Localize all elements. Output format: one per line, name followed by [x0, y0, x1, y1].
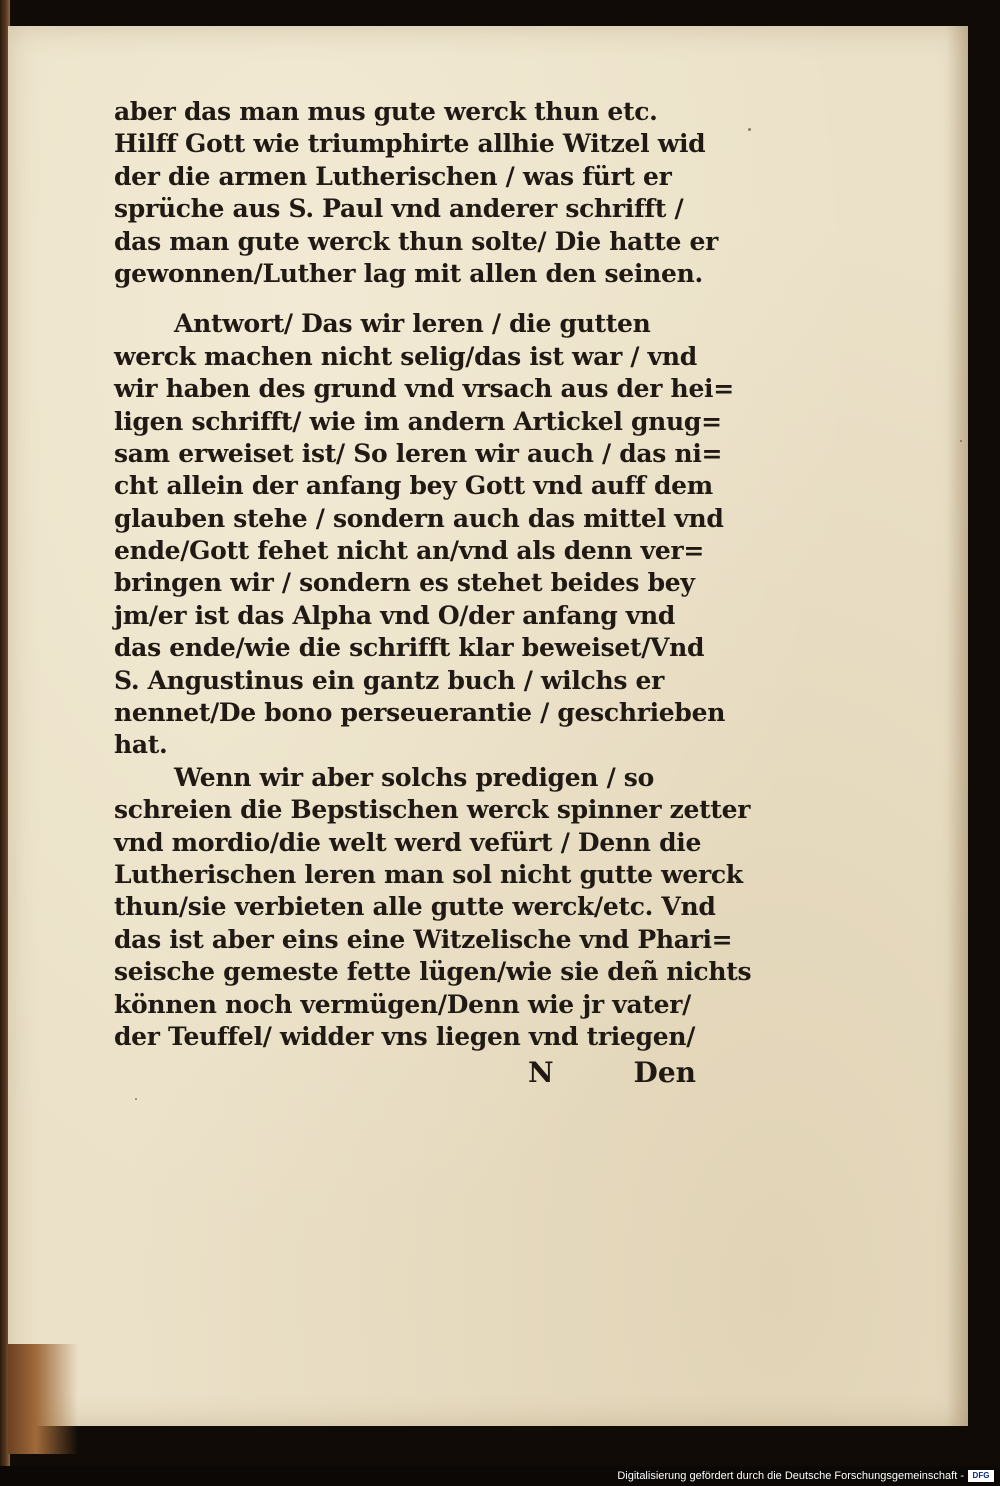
catchword: Den — [633, 1056, 696, 1090]
text-line: können noch vermügen/Denn wie jr vater/ — [114, 989, 691, 1019]
text-line: der Teuffel/ widder vns liegen vnd triegen/ — [114, 1021, 696, 1051]
text-line: jm/er ist das Alpha vnd O/der anfang vnd — [114, 600, 676, 630]
text-line: der die armen Lutherischen / was fürt er — [114, 161, 672, 191]
text-line: schreien die Bepstischen werck spinner zetter — [114, 795, 751, 825]
signature-mark: N — [527, 1056, 554, 1090]
text-line: S. Angustinus ein gantz buch / wilchs er — [114, 665, 664, 695]
text-line: werck machen nicht selig/das ist war / vnd — [114, 341, 697, 371]
digitization-credit: Digitalisierung gefördert durch die Deutsche Forschungsgemeinschaft - — [617, 1470, 964, 1482]
text-line: thun/sie verbieten alle gutte werck/etc. Vnd — [114, 892, 716, 922]
text-line: ligen schrifft/ wie im andern Artickel gnug= — [114, 406, 722, 436]
speck — [960, 440, 962, 442]
speck — [748, 128, 751, 131]
text-line: das ende/wie die schrifft klar beweiset/Vnd — [114, 633, 705, 663]
paragraph-gap — [114, 290, 724, 308]
text-line: aber das man mus gute werck thun etc. — [114, 97, 658, 126]
text-line: glauben stehe / sondern auch das mittel vnd — [114, 503, 724, 533]
page-text — [114, 96, 752, 1093]
text-line: sprüche aus S. Paul vnd anderer schrifft / — [114, 194, 684, 224]
text-line: ende/Gott fehet nicht an/vnd als denn ver= — [114, 536, 705, 566]
text-line: sam erweiset ist/ So leren wir auch / das ni= — [114, 438, 723, 468]
binding-leather-corner — [8, 1344, 78, 1454]
dfg-logo: DFG — [968, 1470, 994, 1482]
speck — [135, 1098, 137, 1100]
text-line: nennet/De bono perseuerantie / geschrieben — [114, 698, 726, 728]
text-line: cht allein der anfang bey Gott vnd auff dem — [114, 471, 713, 501]
text-line: hat. — [114, 730, 168, 760]
text-line: Lutherischen leren man sol nicht gutte werck — [114, 859, 743, 889]
text-line: wir haben des grund vnd vrsach aus der hei= — [114, 374, 734, 404]
text-line: Wenn wir aber solchs predigen / so — [174, 762, 654, 792]
text-line: Hilff Gott wie triumphirte allhie Witzel wid — [114, 129, 706, 159]
page-footer — [114, 1053, 696, 1093]
text-line: bringen wir / sondern es stehet beides bey — [114, 568, 695, 598]
page-edge-shadow — [946, 26, 968, 1426]
text-line: seische gemeste fette lügen/wie sie deñ nichts — [114, 957, 752, 987]
text-line: das man gute werck thun solte/ Die hatte er — [114, 226, 719, 256]
text-line: gewonnen/Luther lag mit allen den seinen. — [114, 258, 703, 288]
text-line: vnd mordio/die welt werd vefürt / Denn die — [114, 827, 702, 857]
text-line: Antwort/ Das wir leren / die gutten — [174, 309, 651, 339]
text-line: das ist aber eins eine Witzelische vnd Phari= — [114, 924, 733, 954]
